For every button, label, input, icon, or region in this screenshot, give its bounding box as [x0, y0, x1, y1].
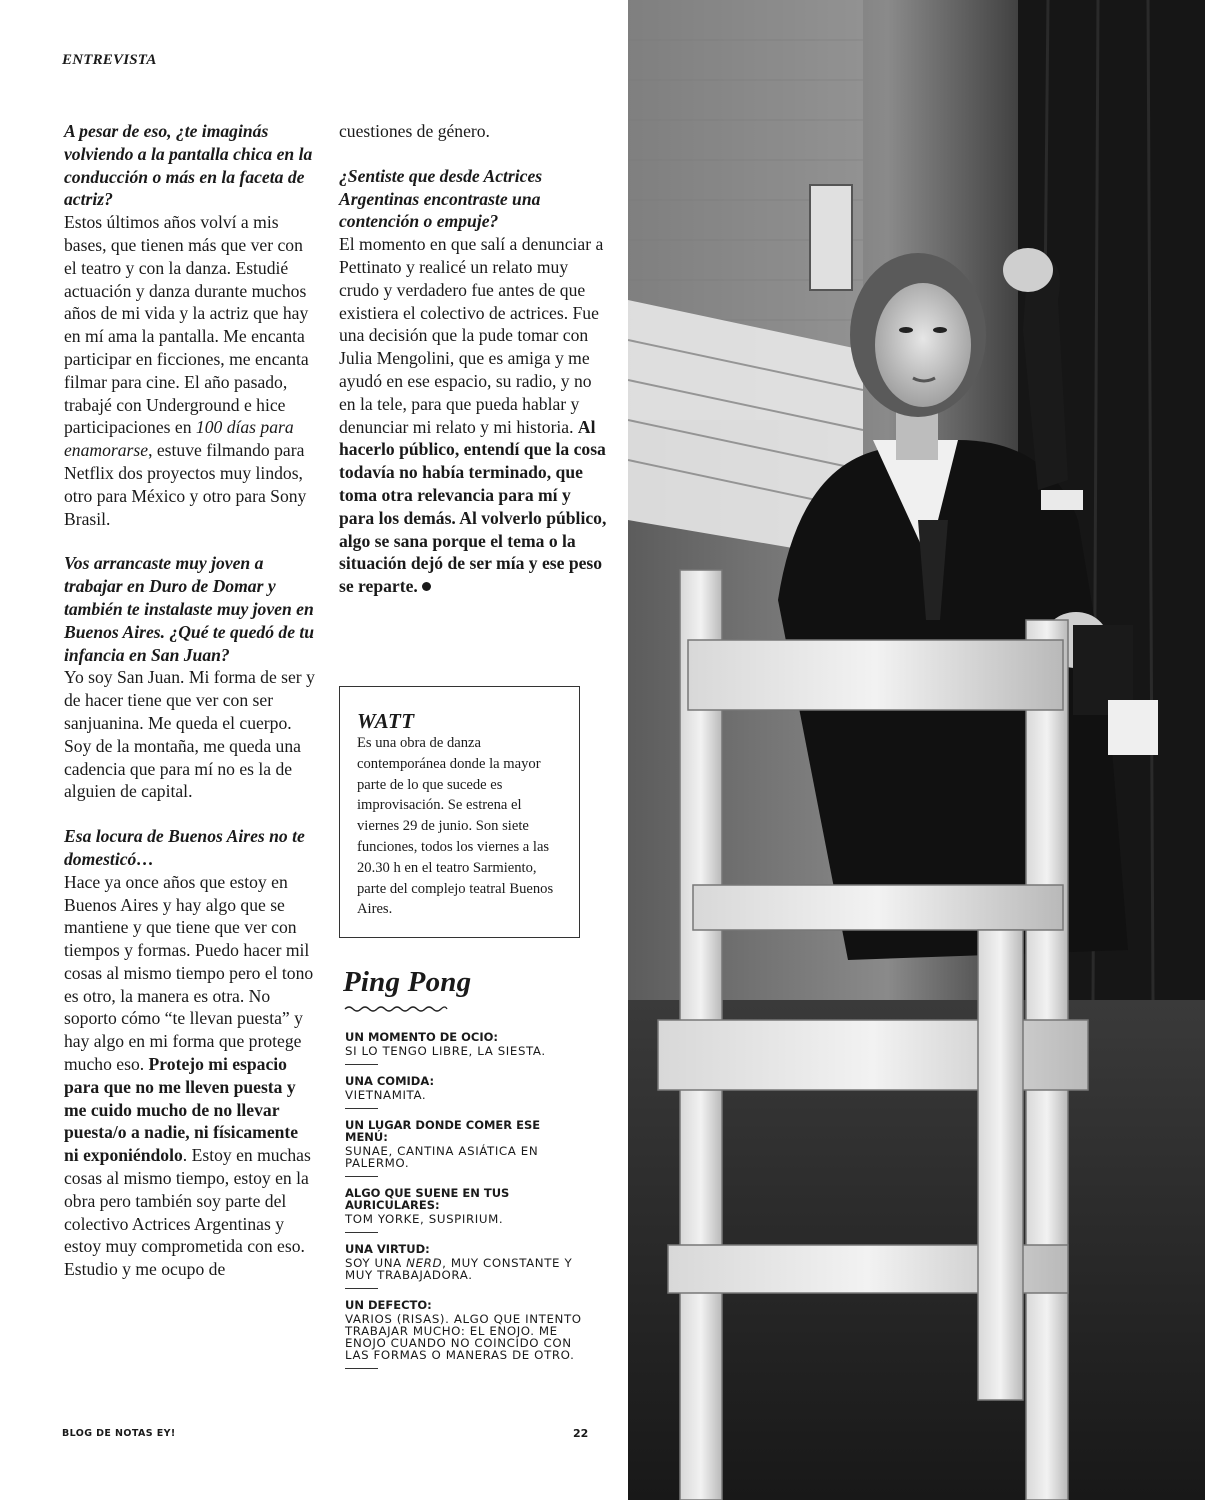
divider: [345, 1176, 378, 1177]
answer-text: . Estoy en muchas cosas al mismo tiempo, estoy en la obra pero también soy parte del colectivo Actrices Argentinas y estoy muy comprometida con eso. Estudio y me ocupo de: [64, 1145, 311, 1280]
qa-block: [64, 120, 316, 530]
divider: [345, 1064, 378, 1065]
article-column-1: [64, 120, 316, 1303]
divider: [345, 1108, 378, 1109]
answer-text: El momento en que salí a denunciar a Pettinato y realicé un relato muy crudo y verdadero fue antes de que existiera el colectivo de actrices. Fue una decisión que la pude tomar con Julia Mengolini, que es amiga y me ayudó en ese espacio, su radio, y no en la tele, para que pueda hablar y denunciar mi relato y mi historia.: [339, 234, 604, 437]
question: Vos arrancaste muy joven a trabajar en Duro de Domar y también te instalaste muy joven en Buenos Aires. ¿Qué te quedó de tu infancia en San Juan?: [64, 553, 315, 665]
question: ¿Sentiste que desde Actrices Argentinas encontraste una contención o empuje?: [339, 165, 543, 232]
pingpong-label: UN MOMENTO DE OCIO:: [345, 1030, 499, 1044]
pingpong-item: [345, 1243, 585, 1289]
film-title: 100 días para enamorarse: [64, 417, 294, 461]
pingpong-label: UNA VIRTUD:: [345, 1242, 430, 1256]
pingpong-item: [345, 1075, 585, 1109]
end-mark-icon: [422, 582, 431, 591]
answer-text: Estos últimos años volví a mis bases, que tienen más que ver con el teatro y con la danza. Estudié actuación y danza durante muchos años de mi vida y la actriz que hay en mí ama la pantalla. Me encanta participar en ficciones, me encanta filmar para cine. El año pasado, trabajé con Underground e hice participaciones en: [64, 212, 309, 438]
section-label: ENTREVISTA: [62, 52, 157, 68]
answer-text: , estuve filmando para Netflix dos proyectos muy lindos, otro para México y otro para Sony Brasil.: [64, 440, 307, 529]
pingpong-answer: VARIOS (RISAS). ALGO QUE INTENTO TRABAJAR MUCHO: EL ENOJO. ME ENOJO CUANDO NO COINCIDO CON LAS FORMAS O MANERAS DE OTRO.: [345, 1312, 582, 1362]
page-number: 22: [573, 1427, 589, 1440]
watt-description: Es una obra de danza contemporánea donde la mayor parte de lo que sucede es improvisación. Se estrena el viernes 29 de junio. Son siete funciones, todos los viernes a las 20.30 h en el teatro Sarmiento, parte del complejo teatral Buenos Aires.: [357, 735, 554, 918]
continuation-text: cuestiones de género.: [339, 121, 490, 141]
answer-emphasis: NERD: [406, 1256, 443, 1270]
portrait-photo: [628, 0, 1205, 1500]
pingpong-item: [345, 1031, 585, 1065]
divider: [345, 1288, 378, 1289]
watt-info-box: [339, 686, 580, 938]
pingpong-label: UN DEFECTO:: [345, 1298, 432, 1312]
pingpong-answer: [345, 1257, 585, 1281]
qa-block: [64, 552, 316, 803]
divider: [345, 1368, 378, 1369]
qa-block: [64, 825, 316, 1281]
pingpong-list: [345, 1031, 585, 1379]
pingpong-answer: VIETNAMITA.: [345, 1088, 427, 1102]
pingpong-title: Ping Pong: [343, 966, 472, 998]
highlight-text: Al hacerlo público, entendí que la cosa todavía no había terminado, que toma otra relevancia para mí y para los demás. Al volverlo público, algo se sana porque el tema o la situación dejó de ser mía y ese peso se reparte.: [339, 416, 607, 597]
qa-block: [339, 165, 607, 598]
article-column-2: [339, 120, 607, 620]
pingpong-item: [345, 1299, 585, 1369]
publication-name: BLOG DE NOTAS EY!: [62, 1428, 176, 1439]
pingpong-label: UN LUGAR DONDE COMER ESE MENÚ:: [345, 1118, 541, 1144]
question: Esa locura de Buenos Aires no te domesticó…: [64, 826, 305, 869]
wave-divider-icon: [344, 1004, 448, 1014]
pingpong-answer: SI LO TENGO LIBRE, LA SIESTA.: [345, 1044, 546, 1058]
answer-text: Hace ya once años que estoy en Buenos Aires y hay algo que se mantiene y que tiene que ver con tiempos y formas. Puedo hacer mil cosas al mismo tiempo pero el tono es otro, la manera es otra. No soporto cómo “te llevan puesta” y hay algo en mi forma que protege mucho eso.: [64, 871, 314, 1075]
watt-title: WATT: [357, 709, 415, 733]
pingpong-item: [345, 1119, 585, 1177]
pingpong-answer: SUNAE, CANTINA ASIÁTICA EN PALERMO.: [345, 1144, 539, 1170]
answer-text: , MUY CONSTANTE Y MUY TRABAJADORA.: [345, 1256, 573, 1282]
pingpong-label: UNA COMIDA:: [345, 1074, 435, 1088]
pingpong-item: [345, 1187, 585, 1233]
answer-text: SOY UNA: [345, 1256, 407, 1270]
highlight-text: Protejo mi espacio para que no me lleven puesta y me cuido mucho de no llevar puesta/o a nadie, ni físicamente ni exponiéndolo: [64, 1054, 299, 1166]
question: A pesar de eso, ¿te imaginás volviendo a la pantalla chica en la conducción o más en la faceta de actriz?: [64, 121, 313, 210]
pingpong-answer: TOM YORKE, SUSPIRIUM.: [345, 1212, 504, 1226]
pingpong-label: ALGO QUE SUENE EN TUS AURICULARES:: [345, 1186, 510, 1212]
answer-text: Yo soy San Juan. Mi forma de ser y de hacer tiene que ver con ser sanjuanina. Me queda el cuerpo. Soy de la montaña, me queda una cadencia que para mí no es la de alguien de capital.: [64, 667, 315, 802]
divider: [345, 1232, 378, 1233]
